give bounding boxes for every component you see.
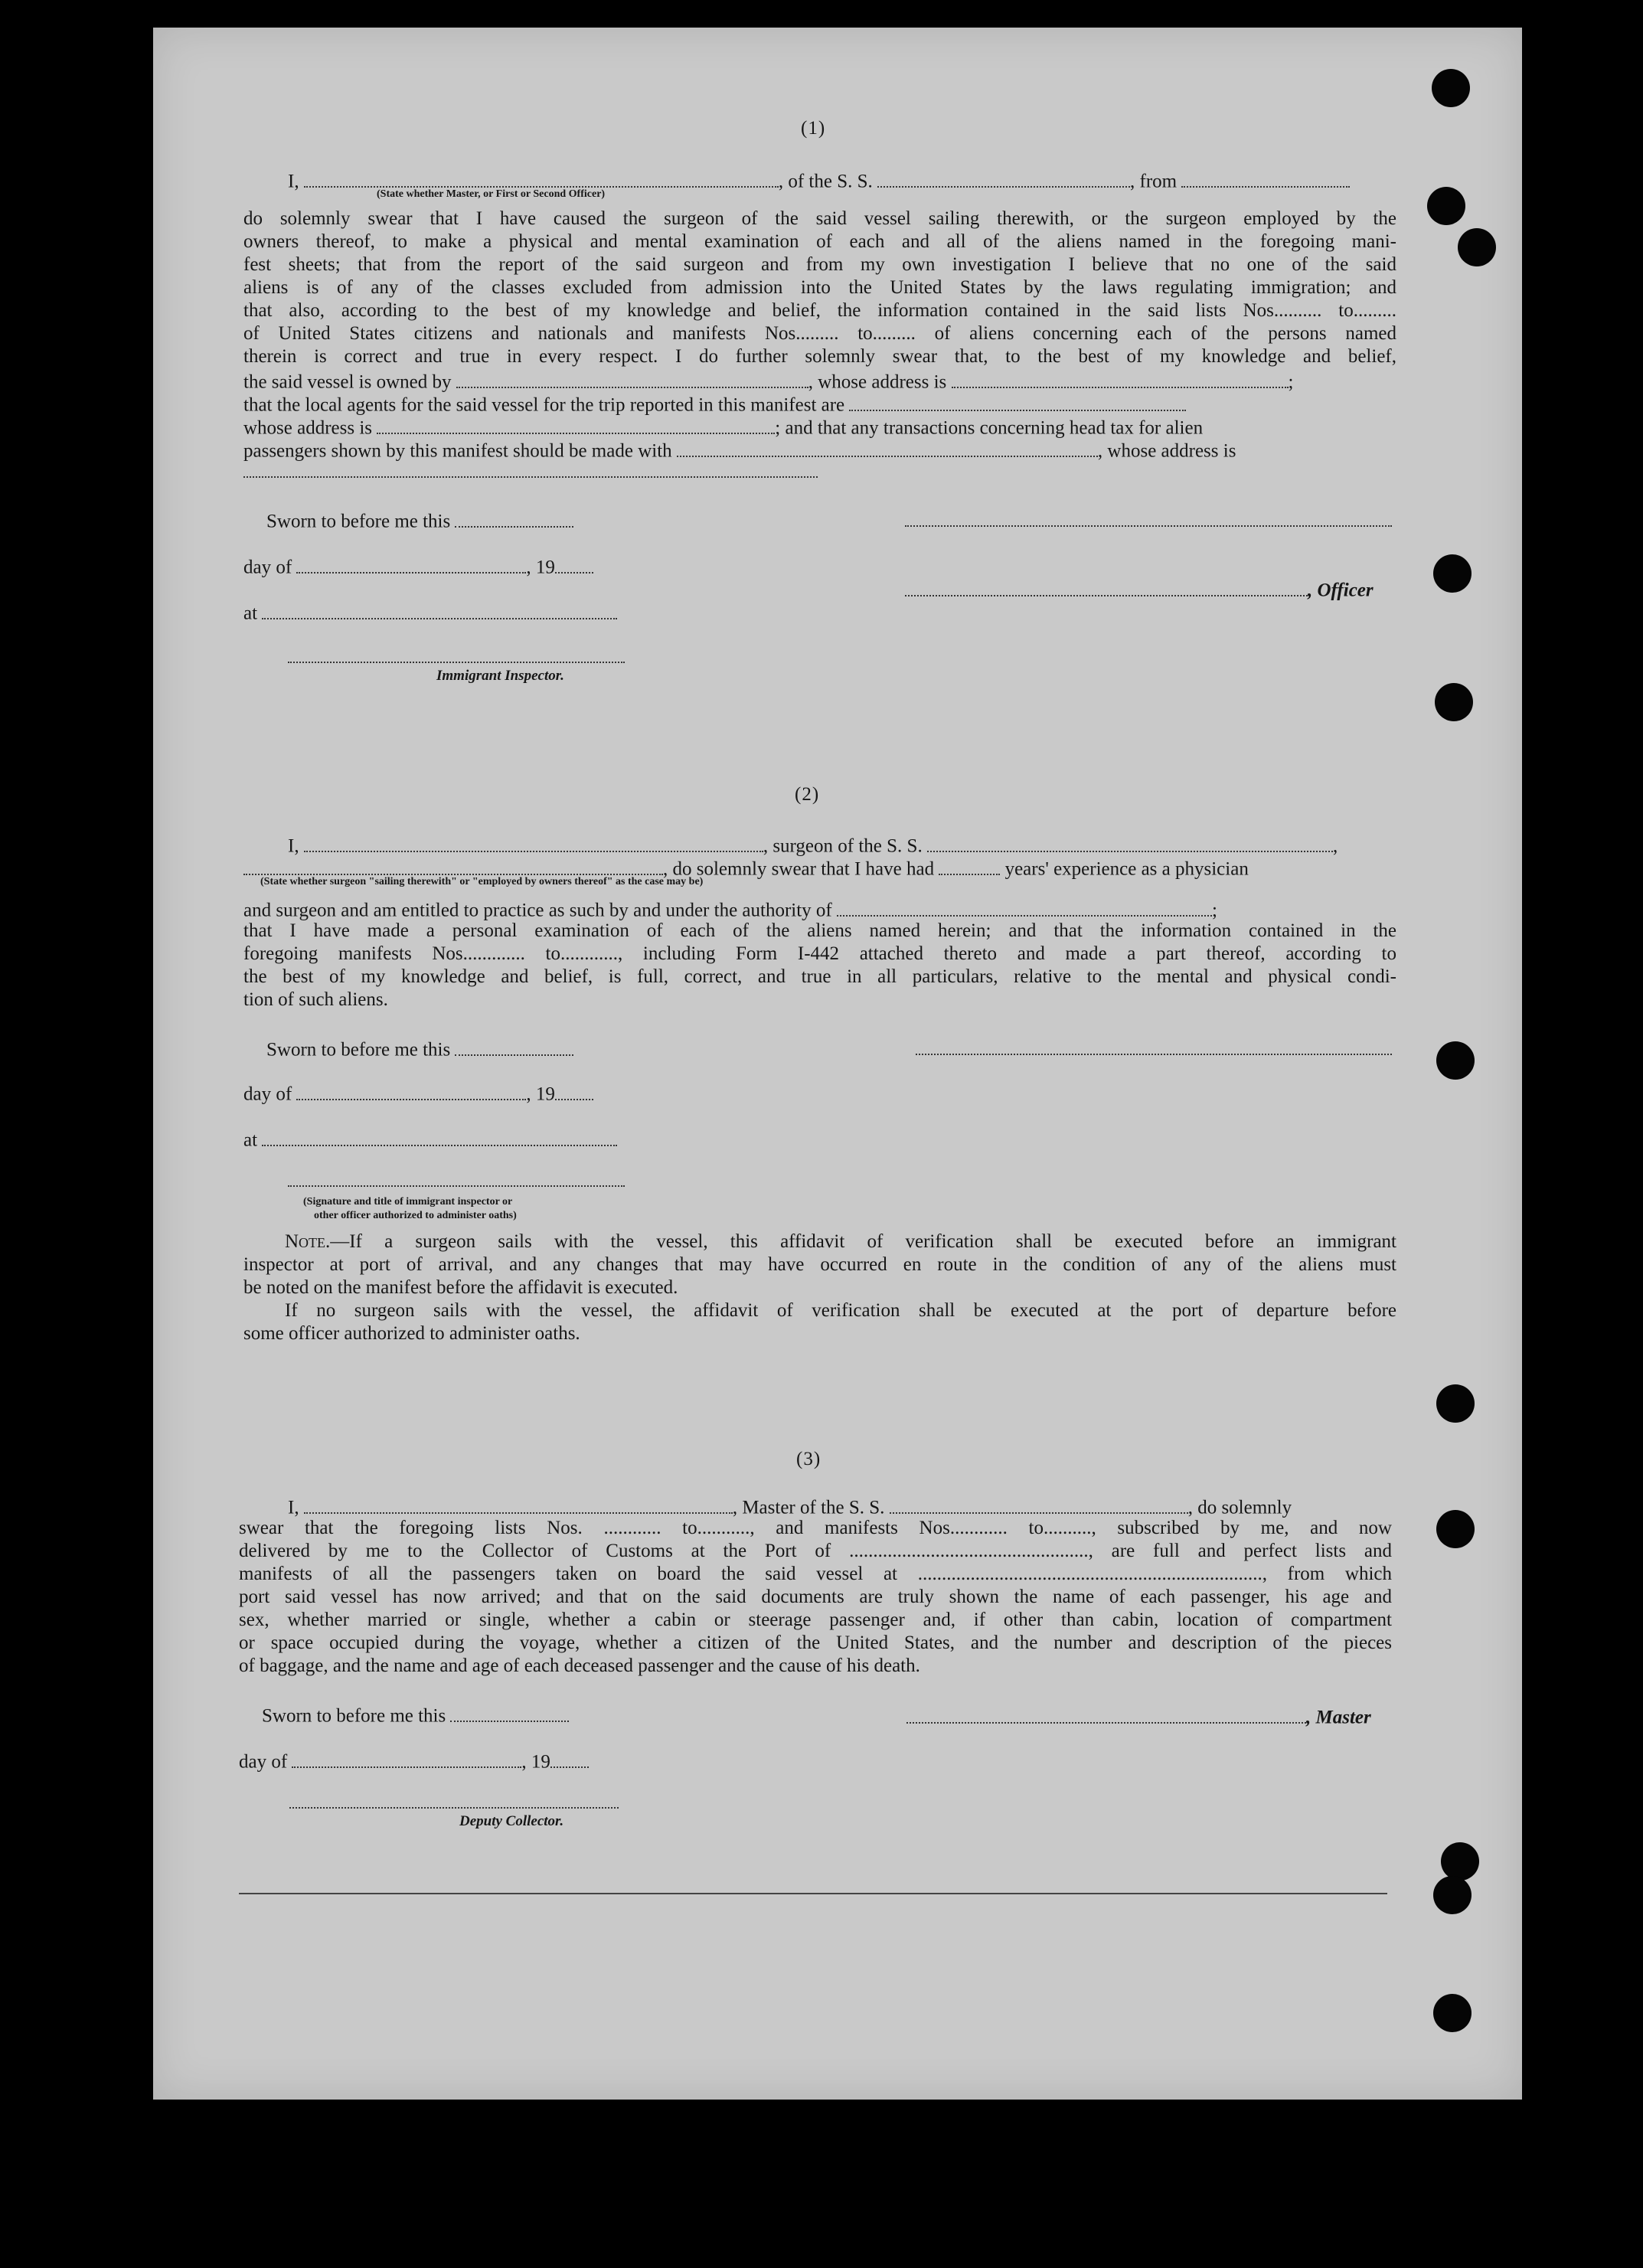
- punch-hole: [1441, 1842, 1479, 1881]
- s3-ship-blank[interactable]: [890, 1495, 1188, 1514]
- s2-year-blank[interactable]: [555, 1081, 593, 1100]
- authority-line: and surgeon and am entitled to practice as such by and under the authority of ;: [243, 897, 1217, 922]
- s1-first-line: I, , of the S. S. , from: [288, 168, 1396, 193]
- passengers-address-blank[interactable]: [243, 476, 818, 478]
- surgeon-signature-line[interactable]: [916, 1054, 1392, 1055]
- master-signature-blank[interactable]: [906, 1704, 1306, 1724]
- s3-para-line: sex, whether married or single, whether a cabin or steerage passenger and, if other than cabin, location of compartment: [239, 1609, 1392, 1630]
- day-blank[interactable]: [296, 554, 526, 574]
- s2-first-line: I, , surgeon of the S. S. ,: [288, 833, 1338, 858]
- s1-officer: , Officer: [905, 577, 1374, 602]
- s2-signature-note-1: (Signature and title of immigrant inspector or: [303, 1196, 513, 1208]
- note-line-1: Note.—If a surgeon sails with the vessel, this affidavit of verification shall be executed before an immigrant: [285, 1231, 1396, 1252]
- passengers-line: passengers shown by this manifest should be made with , whose address is: [243, 438, 1236, 462]
- s2-para-line: the best of my knowledge and belief, is full, correct, and true in all particulars, relative to the mental and physical condi-: [243, 966, 1396, 987]
- s2-para-line: foregoing manifests Nos............. to............, including Form I-442 attached thereto and made a part thereof, according to: [243, 943, 1396, 964]
- s1-at: at: [243, 600, 617, 625]
- s3-sworn: Sworn to before me this: [262, 1703, 569, 1727]
- s2-last-line: tion of such aliens.: [243, 989, 388, 1010]
- s1-day-of: day of , 19: [243, 554, 593, 579]
- s2-second-line: , do solemnly swear that I have had years' experience as a physician: [243, 856, 1249, 881]
- agents-address-blank[interactable]: [377, 415, 775, 434]
- s1-para-line: do solemnly swear that I have caused the surgeon of the said vessel sailing therewith, or the surgeon employed by the: [243, 208, 1396, 229]
- section-2-number: (2): [795, 784, 820, 805]
- s1-para-line: of United States citizens and nationals and manifests Nos......... to......... of aliens concerning each of the persons named: [243, 323, 1396, 344]
- surgeon-name-blank[interactable]: [304, 833, 763, 852]
- punch-hole: [1435, 683, 1473, 721]
- s3-master-name-blank[interactable]: [304, 1495, 733, 1514]
- collector-signature-line[interactable]: [289, 1807, 619, 1809]
- s3-first-line: I, , Master of the S. S. , do solemnly: [288, 1495, 1292, 1519]
- authority-blank[interactable]: [837, 897, 1212, 917]
- punch-hole: [1433, 1876, 1472, 1914]
- s3-para-line: manifests of all the passengers taken on board the said vessel at ........................................................................, from which: [239, 1564, 1392, 1584]
- s1-para-line: therein is correct and true in every respect. I do further solemnly swear that, to the best of my knowledge and belief,: [243, 346, 1396, 367]
- s3-day-blank[interactable]: [292, 1749, 521, 1768]
- s3-para-line: or space occupied during the voyage, whether a citizen of the United States, and the number and description of the pieces: [239, 1632, 1392, 1653]
- s1-note-below: (State whether Master, or First or Second Officer): [377, 188, 606, 200]
- at-place-blank[interactable]: [262, 600, 617, 619]
- s2-sworn: Sworn to before me this: [266, 1037, 573, 1061]
- s2-at-place-blank[interactable]: [262, 1127, 617, 1146]
- s3-last-line: of baggage, and the name and age of each deceased passenger and the cause of his death.: [239, 1655, 920, 1676]
- agents-address-line: whose address is ; and that any transactions concerning head tax for alien: [243, 415, 1396, 440]
- s3-day-of: day of , 19: [239, 1749, 589, 1773]
- agents-blank[interactable]: [849, 392, 1186, 411]
- officer-signature-line-1[interactable]: [905, 525, 1392, 527]
- punch-hole: [1433, 1994, 1472, 2032]
- section-1-number: (1): [801, 118, 826, 139]
- ship-name-blank[interactable]: [877, 168, 1130, 188]
- officer-signature-blank[interactable]: [905, 577, 1308, 596]
- s3-para-line: swear that the foregoing lists Nos. ............ to..........., and manifests Nos............ to.........., subscribed by me, and now: [239, 1518, 1392, 1538]
- immigrant-inspector-label: Immigrant Inspector.: [436, 668, 564, 684]
- s2-sworn-date-blank[interactable]: [455, 1037, 573, 1056]
- s2-ship-blank[interactable]: [927, 833, 1333, 852]
- years-blank[interactable]: [939, 856, 1000, 875]
- s2-note-below: (State whether surgeon "sailing therewith" or "employed by owners thereof" as the case may be): [260, 876, 704, 887]
- master-name-blank[interactable]: [304, 168, 779, 188]
- s2-day-blank[interactable]: [296, 1081, 526, 1100]
- s1-para-line: fest sheets; that from the report of the said surgeon and from my own investigation I believe that no one of the said: [243, 254, 1396, 275]
- if-no-line-1: If no surgeon sails with the vessel, the affidavit of verification shall be executed at the port of departure before: [285, 1300, 1396, 1321]
- punch-hole: [1436, 1384, 1475, 1423]
- s3-sworn-date-blank[interactable]: [450, 1703, 569, 1722]
- s2-inspector-signature-line[interactable]: [288, 1185, 625, 1187]
- s3-para-line: port said vessel has now arrived; and that on the said documents are truly shown the name of each passenger, his age and: [239, 1587, 1392, 1607]
- owner-blank[interactable]: [456, 369, 808, 388]
- owner-address-blank[interactable]: [952, 369, 1289, 388]
- s1-sworn: Sworn to before me this: [266, 508, 573, 533]
- s2-para-line: that I have made a personal examination of each of the aliens named herein; and that the information contained in the: [243, 920, 1396, 941]
- section-3-number: (3): [796, 1449, 822, 1469]
- manifest-page: [153, 28, 1522, 2100]
- punch-hole: [1436, 1510, 1475, 1548]
- agents-line: that the local agents for the said vessel for the trip reported in this manifest are: [243, 392, 1186, 417]
- s3-master: , Master: [906, 1704, 1371, 1729]
- s2-at: at: [243, 1127, 617, 1152]
- punch-hole: [1436, 1041, 1475, 1080]
- inspector-signature-line[interactable]: [288, 662, 625, 663]
- s2-signature-note-2: other officer authorized to administer oaths): [314, 1210, 517, 1221]
- s2-day-of: day of , 19: [243, 1081, 593, 1106]
- s1-para-line: aliens is of any of the classes excluded from admission into the United States by the laws regulating immigration; and: [243, 277, 1396, 298]
- bottom-rule: [239, 1893, 1387, 1894]
- punch-hole: [1433, 554, 1472, 593]
- s1-para-line: owners thereof, to make a physical and mental examination of each and all of the aliens named in the foregoing mani-: [243, 231, 1396, 252]
- head-tax-blank[interactable]: [677, 438, 1098, 457]
- s3-year-blank[interactable]: [550, 1749, 589, 1768]
- surgeon-status-blank[interactable]: [243, 856, 663, 875]
- s1-para-line: that also, according to the best of my knowledge and belief, the information contained in the said lists Nos.......... to.........: [243, 300, 1396, 321]
- sworn-date-blank[interactable]: [455, 508, 573, 528]
- s3-para-line: delivered by me to the Collector of Customs at the Port of .................................................., are full and perfect lists and: [239, 1541, 1392, 1561]
- owned-by-line: the said vessel is owned by , whose address is ;: [243, 369, 1293, 394]
- note-line-2: inspector at port of arrival, and any changes that may have occurred en route in the condition of any of the aliens must: [243, 1254, 1396, 1275]
- punch-hole: [1427, 187, 1465, 225]
- from-port-blank[interactable]: [1181, 168, 1350, 188]
- note-line-3: be noted on the manifest before the affidavit is executed.: [243, 1277, 678, 1298]
- if-no-line-2: some officer authorized to administer oaths.: [243, 1323, 580, 1344]
- year-blank[interactable]: [555, 554, 593, 574]
- deputy-collector-label: Deputy Collector.: [459, 1813, 564, 1829]
- punch-hole: [1432, 69, 1470, 107]
- punch-hole: [1458, 228, 1496, 266]
